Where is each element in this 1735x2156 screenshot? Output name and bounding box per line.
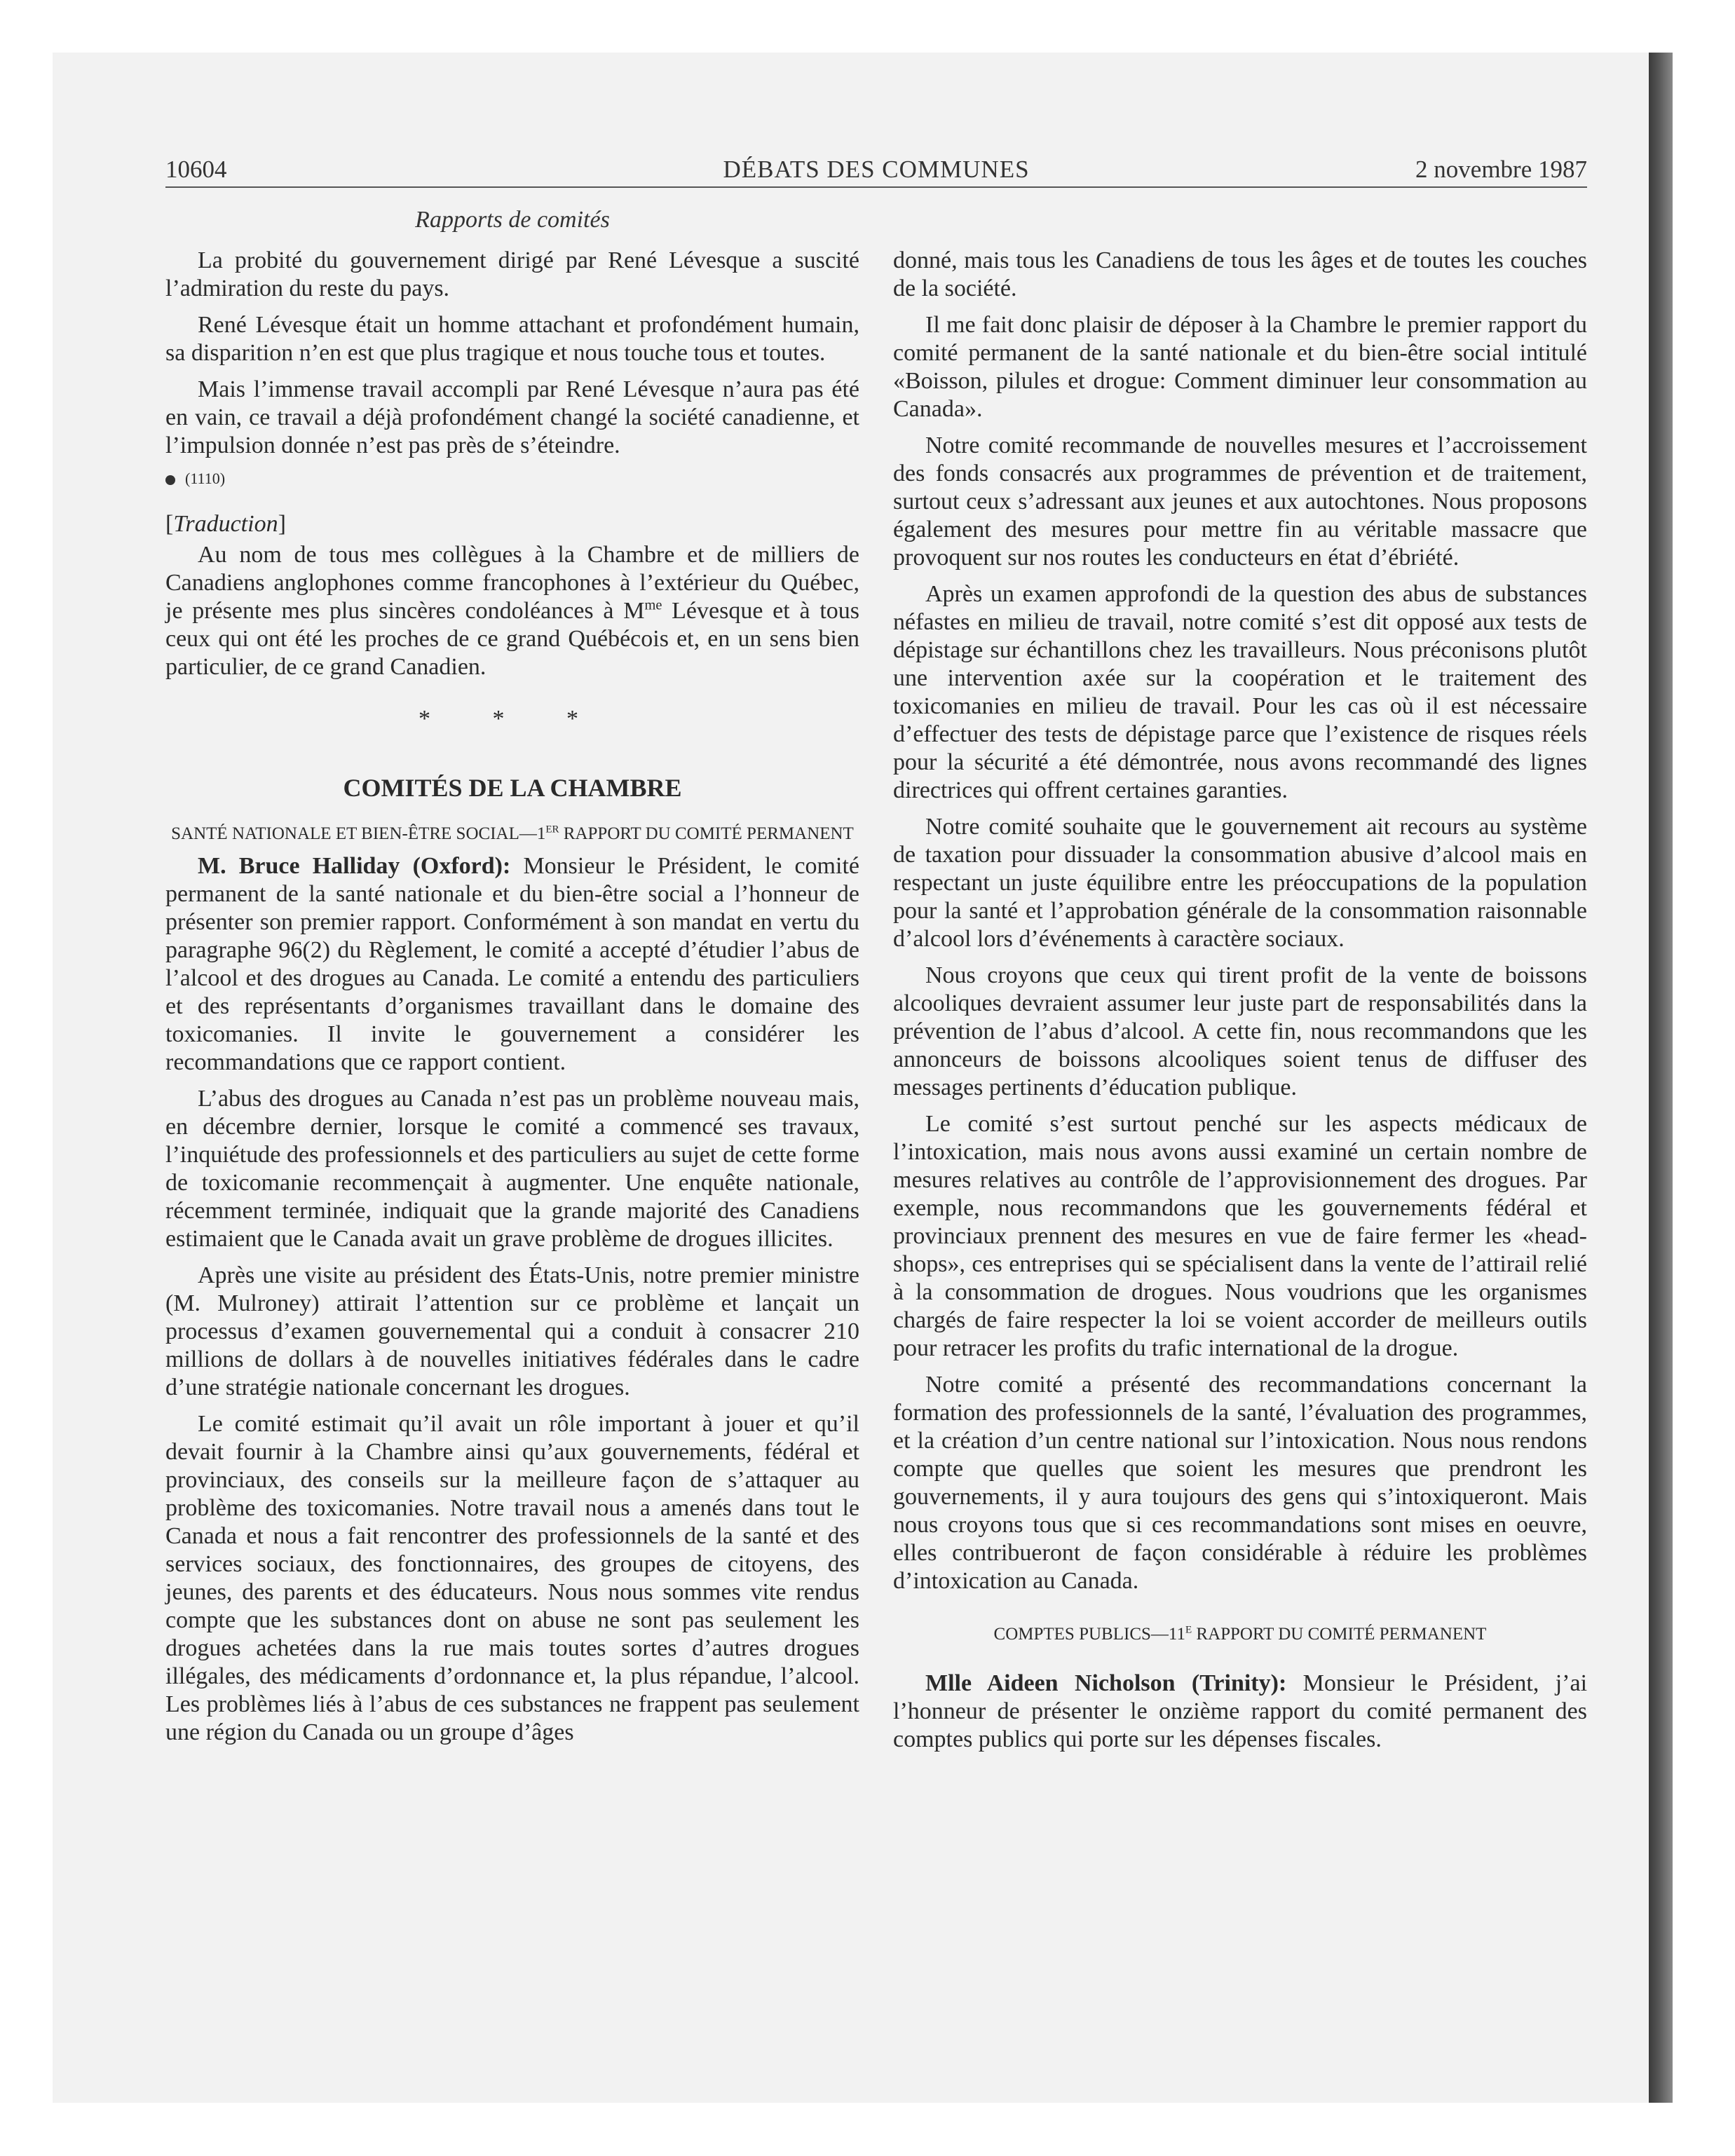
superscript: E (1185, 1624, 1192, 1636)
translation-label: Traduction (173, 511, 278, 537)
page-number: 10604 (165, 156, 227, 183)
text-run: Au nom de tous mes collègues à la Chambre et de milliers de Canadiens anglophones comme francophones à l’extérieur du Québec, je présente mes plus sincères condoléances à M (165, 542, 859, 624)
paragraph: Notre comité souhaite que le gouvernement ait recours au système de taxation pour dissuader la consommation abusive d’alcool mais en respectant un juste équilibre entre les préoccupations de la population pour la santé et l’approbation générale de la consommation raisonnable d’alcool lors d’événements à caractère sociaux. (893, 814, 1587, 952)
paragraph: Le comité estimait qu’il avait un rôle important à jouer et qu’il devait fournir à la Chambre ainsi qu’aux gouvernements, fédéral et provinciaux, des conseils sur la meilleure façon de s’attaquer au problème des toxicomanies. Notre travail nous a amenés dans tout le Canada et nous a fait rencontrer des professionnels de la santé et des services sociaux, des fonctionnaires, des groupes de citoyens, des jeunes, des parents et des éducateurs. Nous nous sommes vite rendus compte que les substances dont on abuse ne sont pas seulement les drogues achetées dans la rue mais toutes sortes d’autres drogues illégales, des médicaments d’ordonnance et, la plus répandue, l’alcool. Les problèmes liés à l’abus de ces substances ne frappent pas seulement une région du Canada ou un groupe d’âges (165, 1411, 859, 1745)
running-head: Rapports de comités (415, 207, 610, 233)
speaker-name: Mlle Aideen Nicholson (Trinity): (925, 1670, 1287, 1696)
paragraph: Notre comité a présenté des recommandations concernant la formation des professionnels de la santé, l’évaluation des programmes, et la création d’un centre national sur l’intoxication. Nous nous rendons compte que quelles que soient les mesures que prendront les gouvernements, il y aura toujours des gens qui s’intoxiqueront. Mais nous croyons tous que si ces recommandations sont mises en oeuvre, elles contribueront de façon considérable à réduire les problèmes d’intoxication au Canada. (893, 1372, 1587, 1594)
text-run: Lévesque et à tous ceux qui ont été les proches de ce grand Québécois et, en un sens bien particulier, de ce grand Canadien. (165, 598, 859, 680)
time-marker-text: (1110) (185, 470, 226, 487)
paragraph: Le comité s’est surtout penché sur les aspects médicaux de l’intoxication, mais nous avons aussi examiné un certain nombre de mesures relatives au contrôle de l’approvisionnement des drogues. Par exemple, nous recommandons que les gouvernements fédéral et provinciaux prennent des mesures en vue de faire fermer les «head-shops», ces entreprises qui se spécialisent dans la vente de l’attirail relié à la consommation de drogues. Nous voudrions que les organismes chargés de faire respecter la loi se voient accorder de meilleurs outils pour retracer les profits du trafic international de la drogue. (893, 1111, 1587, 1361)
text-run: SANTÉ NATIONALE ET BIEN-ÊTRE SOCIAL—1 (171, 824, 546, 843)
paragraph: Après un examen approfondi de la question des abus de substances néfastes en milieu de travail, notre comité s’est dit opposé aux tests de dépistage sur échantillons chez les travailleurs. Nous préconisons plutôt une intervention axée sur la coopération et le traitement des toxicomanies en milieu de travail. Pour les cas où il est nécessaire d’effectuer des tests de dépistage parce que l’existence de risques réels pour la sécurité a été démontrée, nous avons recommandé des lignes directrices qui offrent certaines garanties. (893, 581, 1587, 803)
text-run: RAPPORT DU COMITÉ PERMANENT (1192, 1625, 1487, 1644)
paragraph (165, 852, 859, 1077)
superscript: me (644, 597, 662, 613)
paragraph: donné, mais tous les Canadiens de tous les âges et de toutes les couches de la société. (893, 247, 1587, 301)
right-column (893, 247, 1587, 1762)
time-marker (165, 468, 859, 489)
paragraph: Après une visite au président des États-Unis, notre premier ministre (M. Mulroney) attirait l’attention sur ce problème et lançait un processus d’examen gouvernemental qui a conduit à consacrer 210 millions de dollars à de nouvelles initiatives fédérales dans le cadre d’une stratégie nationale concernant les drogues. (165, 1262, 859, 1400)
publication-date: 2 novembre 1987 (1415, 156, 1587, 183)
paragraph: La probité du gouvernement dirigé par René Lévesque a suscité l’admiration du reste du pays. (165, 247, 859, 301)
paragraph (893, 1670, 1587, 1754)
subheading (165, 823, 859, 845)
scan-edge-bar (1649, 53, 1673, 2103)
speaker-name: M. Bruce Halliday (Oxford): (198, 853, 511, 879)
paragraph: René Lévesque était un homme attachant et profondément humain, sa disparition n’en est que plus tragique et nous touche tous et toutes. (165, 312, 859, 366)
paragraph: Nous croyons que ceux qui tirent profit de la vente de boissons alcooliques devraient assumer leur juste part de responsabilités dans la prévention de l’abus d’alcool. A cette fin, nous recommandons que les annonceurs de boissons alcooliques soient tenus de diffuser des messages pertinents d’éducation publique. (893, 962, 1587, 1100)
paragraph: Notre comité recommande de nouvelles mesures et l’accroissement des fonds consacrés aux programmes de prévention et de traitement, surtout ceux s’adressant aux jeunes et aux autochtones. Nous proposons également des mesures pour mettre fin au véritable massacre que provoquent sur nos routes les conducteurs en état d’ébriété. (893, 432, 1587, 571)
paragraph (165, 541, 859, 681)
bullet-icon (165, 475, 175, 485)
paragraph: Mais l’immense travail accompli par René Lévesque n’aura pas été en vain, ce travail a déjà profondément changé la société canadienne, et l’impulsion donnée n’est pas près de s’éteindre. (165, 376, 859, 458)
text-run: Monsieur le Président, le comité permanent de la santé nationale et du bien-être social a l’honneur de présenter son premier rapport. Conformément à son mandat en vertu du paragraphe 96(2) du Règlement, le comité a accepté d’étudier l’abus de l’alcool et des drogues au Canada. Le comité a entendu des particuliers et des représentants d’organismes travaillant dans le domaine des toxicomanies. Il invite le gouvernement a considérer les recommandations que ce rapport contient. (165, 853, 859, 1075)
paragraph: L’abus des drogues au Canada n’est pas un problème nouveau mais, en décembre dernier, lorsque le comité a commencé ses travaux, l’inquiétude des professionnels et des particuliers au sujet de cette forme de toxicomanie recommençait à augmenter. Une enquête nationale, récemment terminée, indiquait que la grande majorité des Canadiens estimaient que le Canada avait un grave problème de drogues illicites. (165, 1086, 859, 1252)
subheading (893, 1623, 1587, 1646)
superscript: ER (545, 824, 559, 835)
section-title: COMITÉS DE LA CHAMBRE (343, 774, 682, 802)
publication-title: DÉBATS DES COMMUNES (723, 156, 1030, 183)
translation-note: [Traduction] (165, 511, 286, 537)
left-column (165, 247, 859, 1755)
text-run: RAPPORT DU COMITÉ PERMANENT (559, 824, 854, 843)
paragraph: Il me fait donc plaisir de déposer à la Chambre le premier rapport du comité permanent de la santé nationale et du bien-être social intitulé «Boisson, pilules et drogue: Comment diminuer leur consommation au Canada». (893, 312, 1587, 422)
text-run: COMPTES PUBLICS—11 (993, 1625, 1185, 1644)
page-header (165, 153, 1587, 188)
text-run: Monsieur le Président, j’ai l’honneur de présenter le onzième rapport du comité permanent des comptes publics qui porte sur les dépenses fiscales. (893, 1670, 1588, 1752)
section-separator: * * * (419, 706, 606, 732)
